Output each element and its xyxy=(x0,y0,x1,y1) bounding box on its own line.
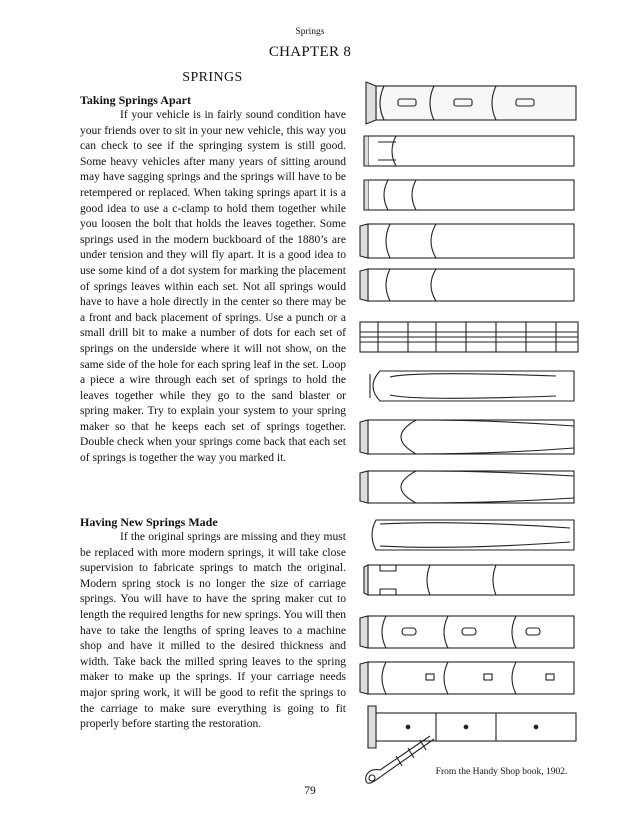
spring-leaf-5 xyxy=(360,269,574,301)
chapter-title: CHAPTER 8 xyxy=(268,44,352,60)
section-title: SPRINGS xyxy=(182,70,243,85)
spring-leaf-10 xyxy=(372,520,574,550)
section-paragraph: If the original springs are missing and they must be replaced with more modern springs, it will take close supervision to fabricate springs to match the original. Modern spring stock is no longer the size of carriage springs. You will have to have the spring maker cut to length the required lengths for new springs. You will then have to take the lengths of spring leaves to a machine shop and have it milled to the desired thickness and width. Take back the milled spring leaves to the spring maker to make up the springs. If your carriage needs major spring work, it will be good to refit the springs to the carriage to make sure everything is going to fit properly before starting the restoration. xyxy=(80,531,346,731)
spring-leaf-1 xyxy=(366,82,576,124)
spring-illustration xyxy=(356,76,586,791)
page-number: 79 xyxy=(304,785,316,797)
spring-leaf-13 xyxy=(360,662,574,694)
spring-leaf-7 xyxy=(370,371,574,401)
spring-leaf-6 xyxy=(360,322,578,352)
section-taking-springs-apart xyxy=(80,92,346,467)
spring-leaf-8 xyxy=(360,420,574,454)
section-heading: Taking Springs Apart xyxy=(80,93,191,107)
section-having-new-springs-made xyxy=(80,514,346,733)
section-heading: Having New Springs Made xyxy=(80,515,218,529)
running-head: Springs xyxy=(295,27,325,37)
spring-leaf-12 xyxy=(360,616,574,648)
spring-leaf-11 xyxy=(364,565,574,595)
figure-caption: From the Handy Shop book, 1902. xyxy=(435,767,568,777)
spring-leaf-3 xyxy=(364,180,574,210)
spring-leaf-9 xyxy=(360,471,574,503)
spring-leaf-4 xyxy=(360,224,574,258)
spring-leaf-2 xyxy=(364,136,574,166)
section-paragraph: If your vehicle is in fairly sound condition have your friends over to sit in your new vehicle, this way you can check to see if the springing system is still good. Some heavy vehicles after many years of sitting around may have sagging springs and the springs will have to be retempered or replaced. When taking springs apart it is a good idea to use a c-clamp to hold them together while you loosen the bolt that holds the leaves together. Some springs used in the modern buckboard of the 1880’s are under tension and they will fly apart. It is a good idea to use some kind of a dot system for marking the placement of springs leaves within each set. Not all springs would have to have a hole directly in the center so there may be a front and back placement of springs. Use a punch or a small drill bit to make a number of dots for each set of springs on the underside where it will not show, on the same side of the hole for each spring leaf in the set. Loop a piece a wire through each set of springs to hold the leaves together while they go to the sand blaster or spring maker. Try to explain your system to your spring maker so that he keeps each set of springs together. Double check when your springs come back that each set of springs is together the way you marked it. xyxy=(80,109,346,465)
